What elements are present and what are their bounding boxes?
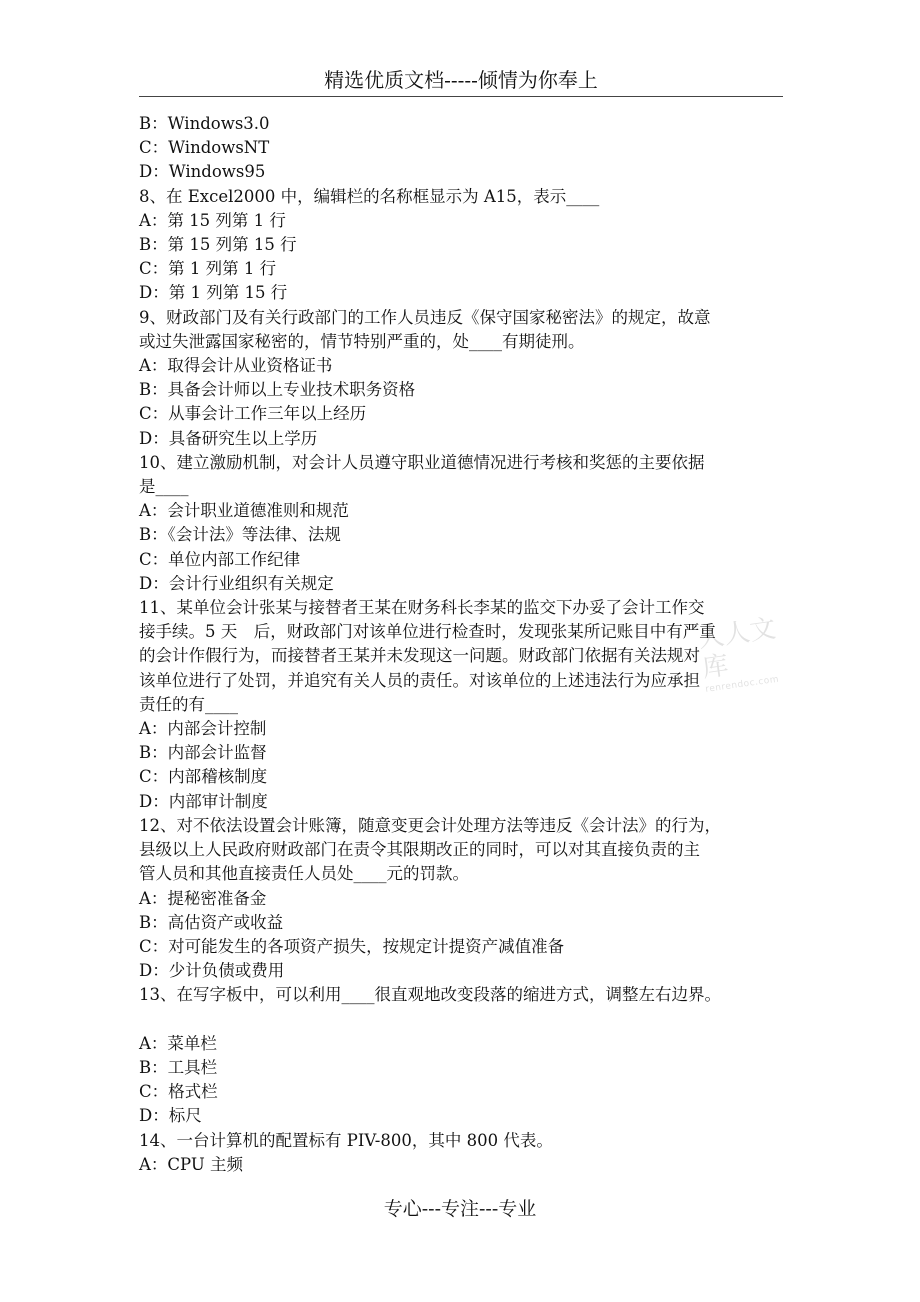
text-line: A：内部会计控制 (139, 719, 267, 739)
question-12: 12、对不依法设置会计账簿，随意变更会计处理方法等违反《会计法》的行为， (139, 815, 721, 835)
document-body (139, 112, 783, 1177)
text-line: 该单位进行了处罚，并追究有关人员的责任。对该单位的上述违法行为应承担 (139, 670, 700, 690)
text-line: 管人员和其他直接责任人员处____元的罚款。 (139, 864, 469, 884)
text-line: A：菜单栏 (139, 1033, 217, 1053)
text-line: B：工具栏 (139, 1057, 218, 1077)
text-line: D：会计行业组织有关规定 (139, 573, 334, 593)
text-line: D：少计负债或费用 (139, 961, 285, 981)
header-title: 精选优质文档-----倾情为你奉上 (324, 68, 598, 92)
question-14: 14、一台计算机的配置标有 PIV-800，其中 800 代表。 (139, 1130, 553, 1150)
question-10: 10、建立激励机制，对会计人员遵守职业道德情况进行考核和奖惩的主要依据 (139, 452, 705, 472)
text-line: D：标尺 (139, 1106, 202, 1126)
text-line: A：会计职业道德准则和规范 (139, 501, 349, 521)
text-line: 县级以上人民政府财政部门在责令其限期改正的同时，可以对其直接负责的主 (139, 840, 700, 860)
text-line: C：内部稽核制度 (139, 767, 268, 787)
text-line: B：高估资产或收益 (139, 912, 284, 932)
text-line: D：内部审计制度 (139, 791, 268, 811)
question-9: 9、财政部门及有关行政部门的工作人员违反《保守国家秘密法》的规定，故意 (139, 307, 711, 327)
footer-text: 专心---专注---专业 (383, 1198, 537, 1220)
question-11: 11、某单位会计张某与接替者王某在财务科长李某的监交下办妥了会计工作交 (139, 598, 705, 618)
question-8: 8、在 Excel2000 中，编辑栏的名称框显示为 A15，表示____ (139, 186, 600, 206)
text-line: B：Windows3.0 (139, 114, 270, 133)
text-line: A：取得会计从业资格证书 (139, 356, 333, 376)
text-line: 的会计作假行为，而接替者王某并未发现这一问题。财政部门依据有关法规对 (139, 646, 700, 666)
text-line: C：格式栏 (139, 1082, 218, 1102)
text-line: 或过失泄露国家秘密的，情节特别严重的，处____有期徒刑。 (139, 331, 585, 351)
text-line: B：具备会计师以上专业技术职务资格 (139, 380, 416, 400)
text-line: B：《会计法》等法律、法规 (139, 525, 341, 545)
question-13: 13、在写字板中，可以利用____很直观地改变段落的缩进方式，调整左右边界。 (139, 985, 721, 1005)
text-line: C：单位内部工作纪律 (139, 549, 301, 569)
text-line: C：对可能发生的各项资产损失，按规定计提资产减值准备 (139, 936, 565, 956)
page-header (139, 66, 783, 97)
blank-line (139, 1008, 783, 1032)
text-line: C：从事会计工作三年以上经历 (139, 404, 367, 424)
page-footer (0, 1196, 920, 1222)
text-line: D：第 1 列第 15 行 (139, 283, 288, 303)
watermark-text: 人人文库 (696, 613, 778, 684)
text-line: B：内部会计监督 (139, 743, 267, 763)
text-line: 是____ (139, 477, 189, 497)
text-line: 接手续。5 天 后，财政部门对该单位进行检查时，发现张某所记账目中有严重 (139, 622, 716, 642)
text-line: A：CPU 主频 (139, 1154, 244, 1174)
text-line: A：第 15 列第 1 行 (139, 210, 286, 230)
text-line: C：第 1 列第 1 行 (139, 259, 277, 279)
text-line: B：第 15 列第 15 行 (139, 235, 297, 255)
watermark-sub: renrendoc.com (704, 674, 780, 695)
text-line: A：提秘密准备金 (139, 888, 267, 908)
text-line: 责任的有____ (139, 694, 238, 714)
text-line: D：Windows95 (139, 162, 266, 182)
text-line: D：具备研究生以上学历 (139, 428, 318, 448)
text-line: C：WindowsNT (139, 138, 270, 158)
